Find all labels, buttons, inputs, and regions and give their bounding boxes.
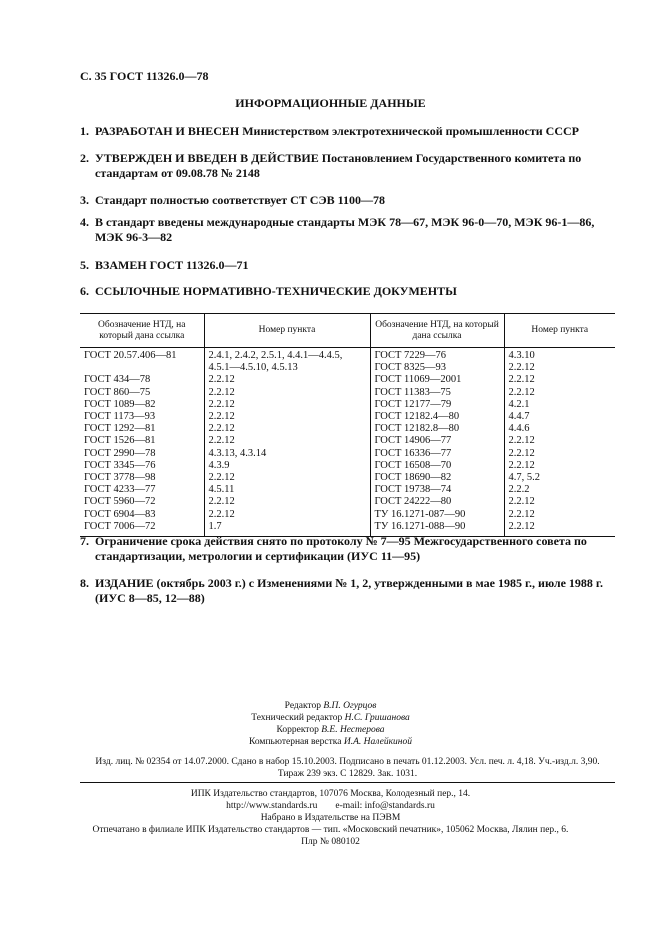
item-text: Стандарт полностью соответствует СТ СЭВ 1100—78 xyxy=(95,193,385,207)
imprint-line: Отпечатано в филиале ИПК Издательство стандартов — тип. «Московский печатник», 105062 Москва, Лялин пер., 6. xyxy=(92,825,569,835)
table-cell: 2.2.12 xyxy=(204,387,370,399)
table-row xyxy=(80,374,615,386)
item-number: 8. xyxy=(80,576,89,590)
table-cell: 1.7 xyxy=(204,521,370,537)
table-cell: 4.3.9 xyxy=(204,460,370,472)
table-cell: ГОСТ 11069—2001 xyxy=(370,374,504,386)
item-number: 7. xyxy=(80,534,89,548)
item-number: 4. xyxy=(80,215,89,229)
column-header: Обозначение НТД, на который дана ссылка xyxy=(370,314,504,348)
imprint-contacts xyxy=(0,800,661,812)
table-cell: ГОСТ 4233—77 xyxy=(84,484,156,496)
info-item-2 xyxy=(80,151,615,181)
item-text: (октябрь 2003 г.) с Изменениями № 1, 2, утвержденными в мае 1985 г., июле 1988 г. (ИУС 8—85, 12—88) xyxy=(95,576,603,605)
table-row xyxy=(80,423,615,435)
table-row xyxy=(80,472,615,484)
table-cell: ГОСТ 12177—79 xyxy=(370,399,504,411)
credit-name: В.Е. Нестерова xyxy=(321,725,385,735)
credit-line xyxy=(0,736,661,748)
table-cell: 4.3.13, 4.3.14 xyxy=(204,448,370,460)
table-row xyxy=(80,496,615,508)
table-cell: 2.2.12 xyxy=(504,509,615,521)
table-cell: 4.4.7 xyxy=(504,411,615,423)
credit-name: В.П. Огурцов xyxy=(323,701,377,711)
table-cell: ГОСТ 1526—81 xyxy=(84,435,156,447)
table-cell: 4.3.10 2.2.12 xyxy=(504,348,615,375)
table-cell: 4.2.1 xyxy=(504,399,615,411)
info-item-6 xyxy=(80,284,615,299)
item-bold-text: ССЫЛОЧНЫЕ НОРМАТИВНО-ТЕХНИЧЕСКИЕ ДОКУМЕНТЫ xyxy=(95,284,457,298)
publishing-line: Изд. лиц. № 02354 от 14.07.2000. Сдано в набор 15.10.2003. Подписано в печать 01.12.2003. Усл. печ. л. 4,18. Уч.-изд.л. 3,90. xyxy=(95,757,600,767)
table-cell: ГОСТ 16508—70 xyxy=(370,460,504,472)
imprint-line: Набрано в Издательстве на ПЭВМ xyxy=(260,813,401,823)
table-cell: 2.2.12 xyxy=(204,496,370,508)
reference-documents-table xyxy=(80,313,615,537)
info-item-5 xyxy=(80,258,615,273)
info-item-7 xyxy=(80,534,615,564)
table-row xyxy=(80,348,615,375)
table-header-row xyxy=(80,314,615,348)
item-bold-text: ИЗДАНИЕ xyxy=(95,576,154,590)
table-cell: 2.2.12 xyxy=(204,509,370,521)
info-item-3 xyxy=(80,193,615,208)
table-cell: ГОСТ 18690—82 xyxy=(370,472,504,484)
table-row xyxy=(80,387,615,399)
email-link: e-mail: info@standards.ru xyxy=(335,801,435,811)
table-row xyxy=(80,435,615,447)
item-number: 3. xyxy=(80,193,89,207)
divider xyxy=(80,782,615,783)
table-cell: ГОСТ 7229—76 ГОСТ 8325—93 xyxy=(370,348,504,375)
table-cell: 2.2.12 xyxy=(504,460,615,472)
item-number: 1. xyxy=(80,124,89,138)
table-cell: ГОСТ 1173—93 xyxy=(84,411,156,423)
item-text: Ограничение срока действия снято по протоколу № 7—95 Межгосударственного совета по стандартизации, метрологии и сертификации (ИУС 11—95) xyxy=(95,534,587,563)
table-cell: ГОСТ 6904—83 xyxy=(84,508,156,520)
table-cell: ГОСТ 860—75 xyxy=(84,386,151,398)
table-cell: ГОСТ 3778—98 xyxy=(84,472,156,484)
page-header: С. 35 ГОСТ 11326.0—78 xyxy=(80,69,209,83)
column-header: Обозначение НТД, на который дана ссылка xyxy=(80,314,204,348)
table-cell: 2.2.12 xyxy=(504,521,615,537)
table-cell: ГОСТ 12182.8—80 xyxy=(370,423,504,435)
table-row xyxy=(80,448,615,460)
credit-line xyxy=(0,712,661,724)
column-header: Номер пункта xyxy=(204,314,370,348)
website-link: http://www.standards.ru xyxy=(226,801,318,811)
table-cell: 2.2.12 xyxy=(504,435,615,447)
table-cell: ГОСТ 434—78 xyxy=(84,374,151,386)
imprint-line: ИПК Издательство стандартов, 107076 Москва, Колодезный пер., 14. xyxy=(190,789,471,799)
item-text: Министерством электротехнической промышленности СССР xyxy=(239,124,580,138)
publishing-info xyxy=(80,756,615,780)
table-row xyxy=(80,399,615,411)
table-cell: 2.2.12 xyxy=(204,374,370,386)
table-cell: ГОСТ 24222—80 xyxy=(370,496,504,508)
table-cell: 4.5.11 xyxy=(204,484,370,496)
item-text: В стандарт введены международные стандарты МЭК 78—67, МЭК 96-0—70, МЭК 96-1—86, МЭК 96-3—82 xyxy=(95,215,595,244)
item-number: 5. xyxy=(80,258,89,272)
table-cell: 2.2.12 xyxy=(204,435,370,447)
table-cell: ГОСТ 20.57.406—81 xyxy=(84,350,177,361)
table-cell: ГОСТ 7006—72 xyxy=(80,521,204,537)
table-cell: 2.2.12 xyxy=(204,472,370,484)
credit-role: Редактор xyxy=(284,701,321,711)
table-cell: 4.4.6 xyxy=(504,423,615,435)
credit-role: Корректор xyxy=(276,725,319,735)
item-bold-text: ВЗАМЕН ГОСТ 11326.0—71 xyxy=(95,258,249,272)
item-bold-text: РАЗРАБОТАН И ВНЕСЕН xyxy=(95,124,240,138)
credit-role: Компьютерная верстка xyxy=(249,737,342,747)
table-row xyxy=(80,484,615,496)
table-cell: ГОСТ 16336—77 xyxy=(370,448,504,460)
column-header: Номер пункта xyxy=(504,314,615,348)
table-cell: ГОСТ 3345—76 xyxy=(84,459,156,471)
item-bold-text: УТВЕРЖДЕН И ВВЕДЕН В ДЕЙСТВИЕ xyxy=(95,151,319,165)
table-cell: 2.2.12 xyxy=(204,423,370,435)
table-cell: 2.2.12 xyxy=(204,411,370,423)
table-cell: ГОСТ 14906—77 xyxy=(370,435,504,447)
publishing-line: Тираж 239 экз. С 12829. Зак. 1031. xyxy=(277,769,418,779)
table-cell: ГОСТ 2990—78 xyxy=(84,447,156,459)
imprint-block xyxy=(0,788,661,848)
credits-block xyxy=(0,700,661,748)
info-item-8 xyxy=(80,576,615,606)
item-text: Постановлением Государственного комитета по стандартам от 09.08.78 № 2148 xyxy=(95,151,582,180)
table-row xyxy=(80,509,615,521)
table-cell: 2.2.12 xyxy=(504,374,615,386)
credit-name: И.А. Налейкиной xyxy=(343,737,412,747)
table-body xyxy=(80,348,615,537)
table-cell: ГОСТ 5960—72 xyxy=(84,496,156,508)
table-row xyxy=(80,411,615,423)
table-cell: ТУ 16.1271-088—90 xyxy=(370,521,504,537)
table-cell: ГОСТ 1089—82 xyxy=(84,398,156,410)
info-item-4 xyxy=(80,215,615,245)
table-cell: 2.2.12 xyxy=(204,399,370,411)
credit-line xyxy=(0,724,661,736)
item-number: 2. xyxy=(80,151,89,165)
imprint-line: Плр № 080102 xyxy=(301,837,360,847)
table-cell: 2.2.2 xyxy=(504,484,615,496)
table-cell: ГОСТ 1292—81 xyxy=(84,423,156,435)
section-title: ИНФОРМАЦИОННЫЕ ДАННЫЕ xyxy=(235,96,426,110)
info-item-1 xyxy=(80,124,615,139)
table-cell: 2.4.1, 2.4.2, 2.5.1, 4.4.1—4.4.5, 4.5.1—4.5.10, 4.5.13 xyxy=(204,348,370,375)
credit-line xyxy=(0,700,661,712)
table-cell: 2.2.12 xyxy=(504,387,615,399)
table-cell: ГОСТ 19738—74 xyxy=(370,484,504,496)
credit-role: Технический редактор xyxy=(251,713,343,723)
credit-name: Н.С. Гришанова xyxy=(344,713,410,723)
table-cell: ГОСТ 11383—75 xyxy=(370,387,504,399)
table-cell: ТУ 16.1271-087—90 xyxy=(370,509,504,521)
table-cell: 2.2.12 xyxy=(504,448,615,460)
item-number: 6. xyxy=(80,284,89,298)
table-row xyxy=(80,460,615,472)
table-cell: ГОСТ 12182.4—80 xyxy=(370,411,504,423)
table-cell: 2.2.12 xyxy=(504,496,615,508)
table-cell: 4.7, 5.2 xyxy=(504,472,615,484)
